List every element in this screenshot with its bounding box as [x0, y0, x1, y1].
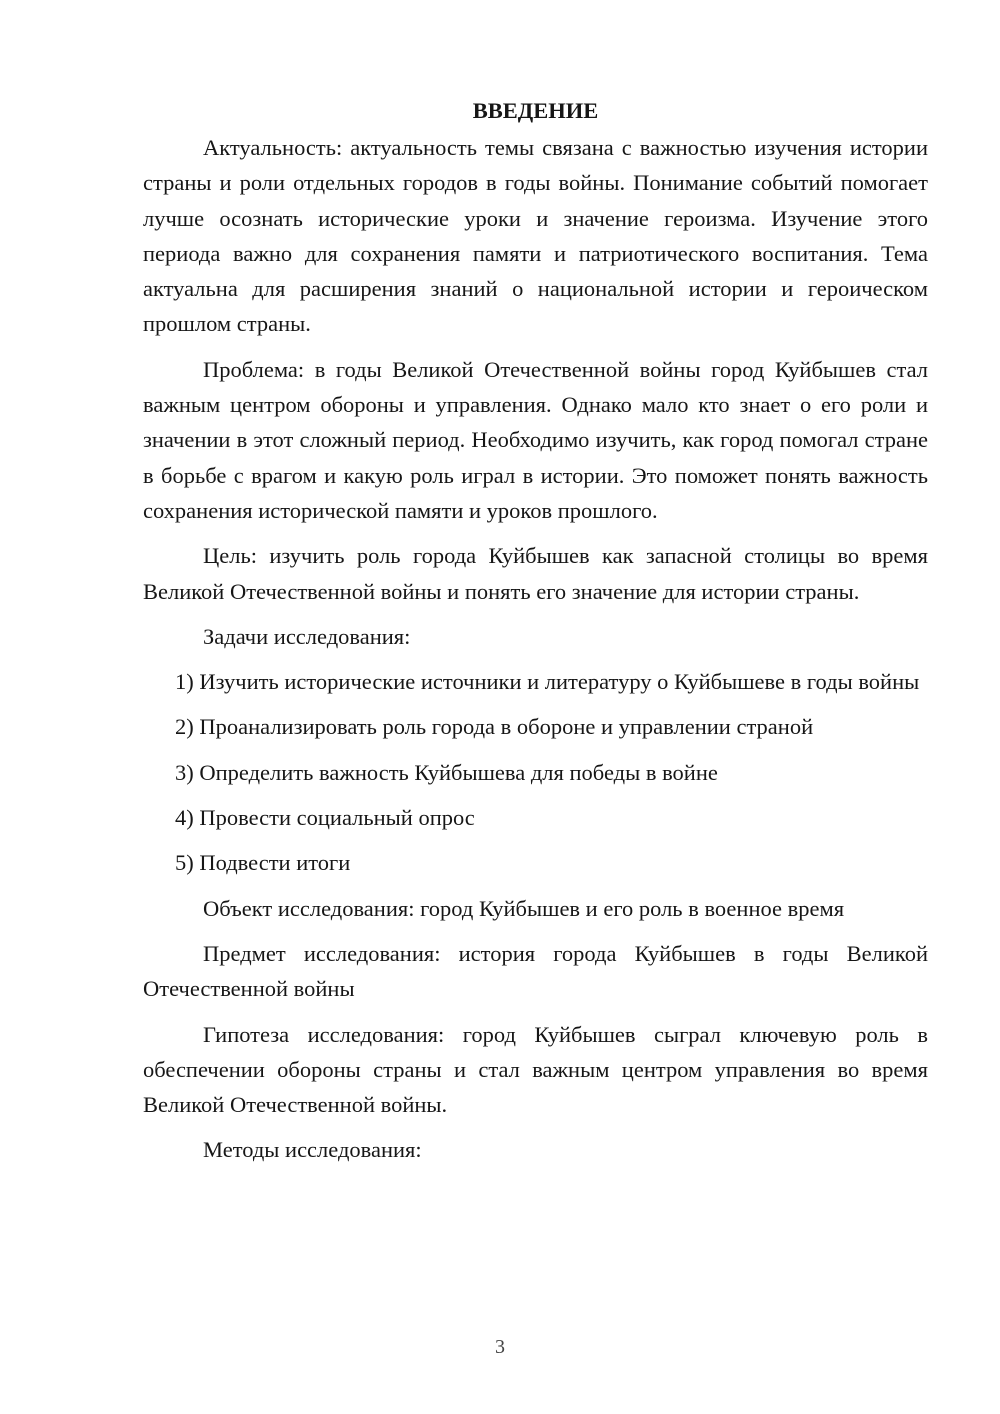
task-item-2: 2) Проанализировать роль города в обороне и управлении страной [175, 714, 814, 740]
section-heading: ВВЕДЕНИЕ [472, 98, 599, 123]
object-paragraph: Объект исследования: город Куйбышев и его роль в военное время [203, 895, 845, 921]
tasks-title: Задачи исследования: [203, 623, 411, 649]
goal-paragraph: Цель: изучить роль города Куйбышев как запасной столицы во время Великой Отечественной войны и понять его значение для истории страны. [143, 543, 928, 604]
methods-title: Методы исследования: [203, 1137, 422, 1163]
hypothesis-paragraph: Гипотеза исследования: город Куйбышев сыграл ключевую роль в обеспечении обороны страны и стал важным центром управления во время Великой Отечественной войны. [143, 1021, 928, 1118]
subject-paragraph: Предмет исследования: история города Куйбышев в годы Великой Отечественной войны [143, 940, 928, 1002]
problem-paragraph: Проблема: в годы Великой Отечественной войны город Куйбышев стал важным центром обороны и управления. Однако мало кто знает о его роли и значении в этот сложный период. Необходимо изучить, как город помогал стране в борьбе с врагом и какую роль играл в истории. Это поможет понять важность сохранения исторической памяти и уроков прошлого. [143, 356, 928, 523]
task-item-4: 4) Провести социальный опрос [175, 805, 475, 831]
task-item-3: 3) Определить важность Куйбышева для победы в войне [175, 759, 718, 785]
document-page [143, 93, 928, 1178]
task-item-5: 5) Подвести итоги [175, 850, 351, 876]
task-item-1: 1) Изучить исторические источники и литературу о Куйбышеве в годы войны [175, 669, 920, 695]
relevance-paragraph: Актуальность: актуальность темы связана с важностью изучения истории страны и роли отдельных городов в годы войны. Понимание событий помогает лучше осознать исторические уроки и значение героизма. Изучение этого периода важно для сохранения памяти и патриотического воспитания. Тема актуальна для расширения знаний о национальной истории и героическом прошлом страны. [143, 135, 928, 337]
page-number: 3 [495, 1336, 505, 1358]
